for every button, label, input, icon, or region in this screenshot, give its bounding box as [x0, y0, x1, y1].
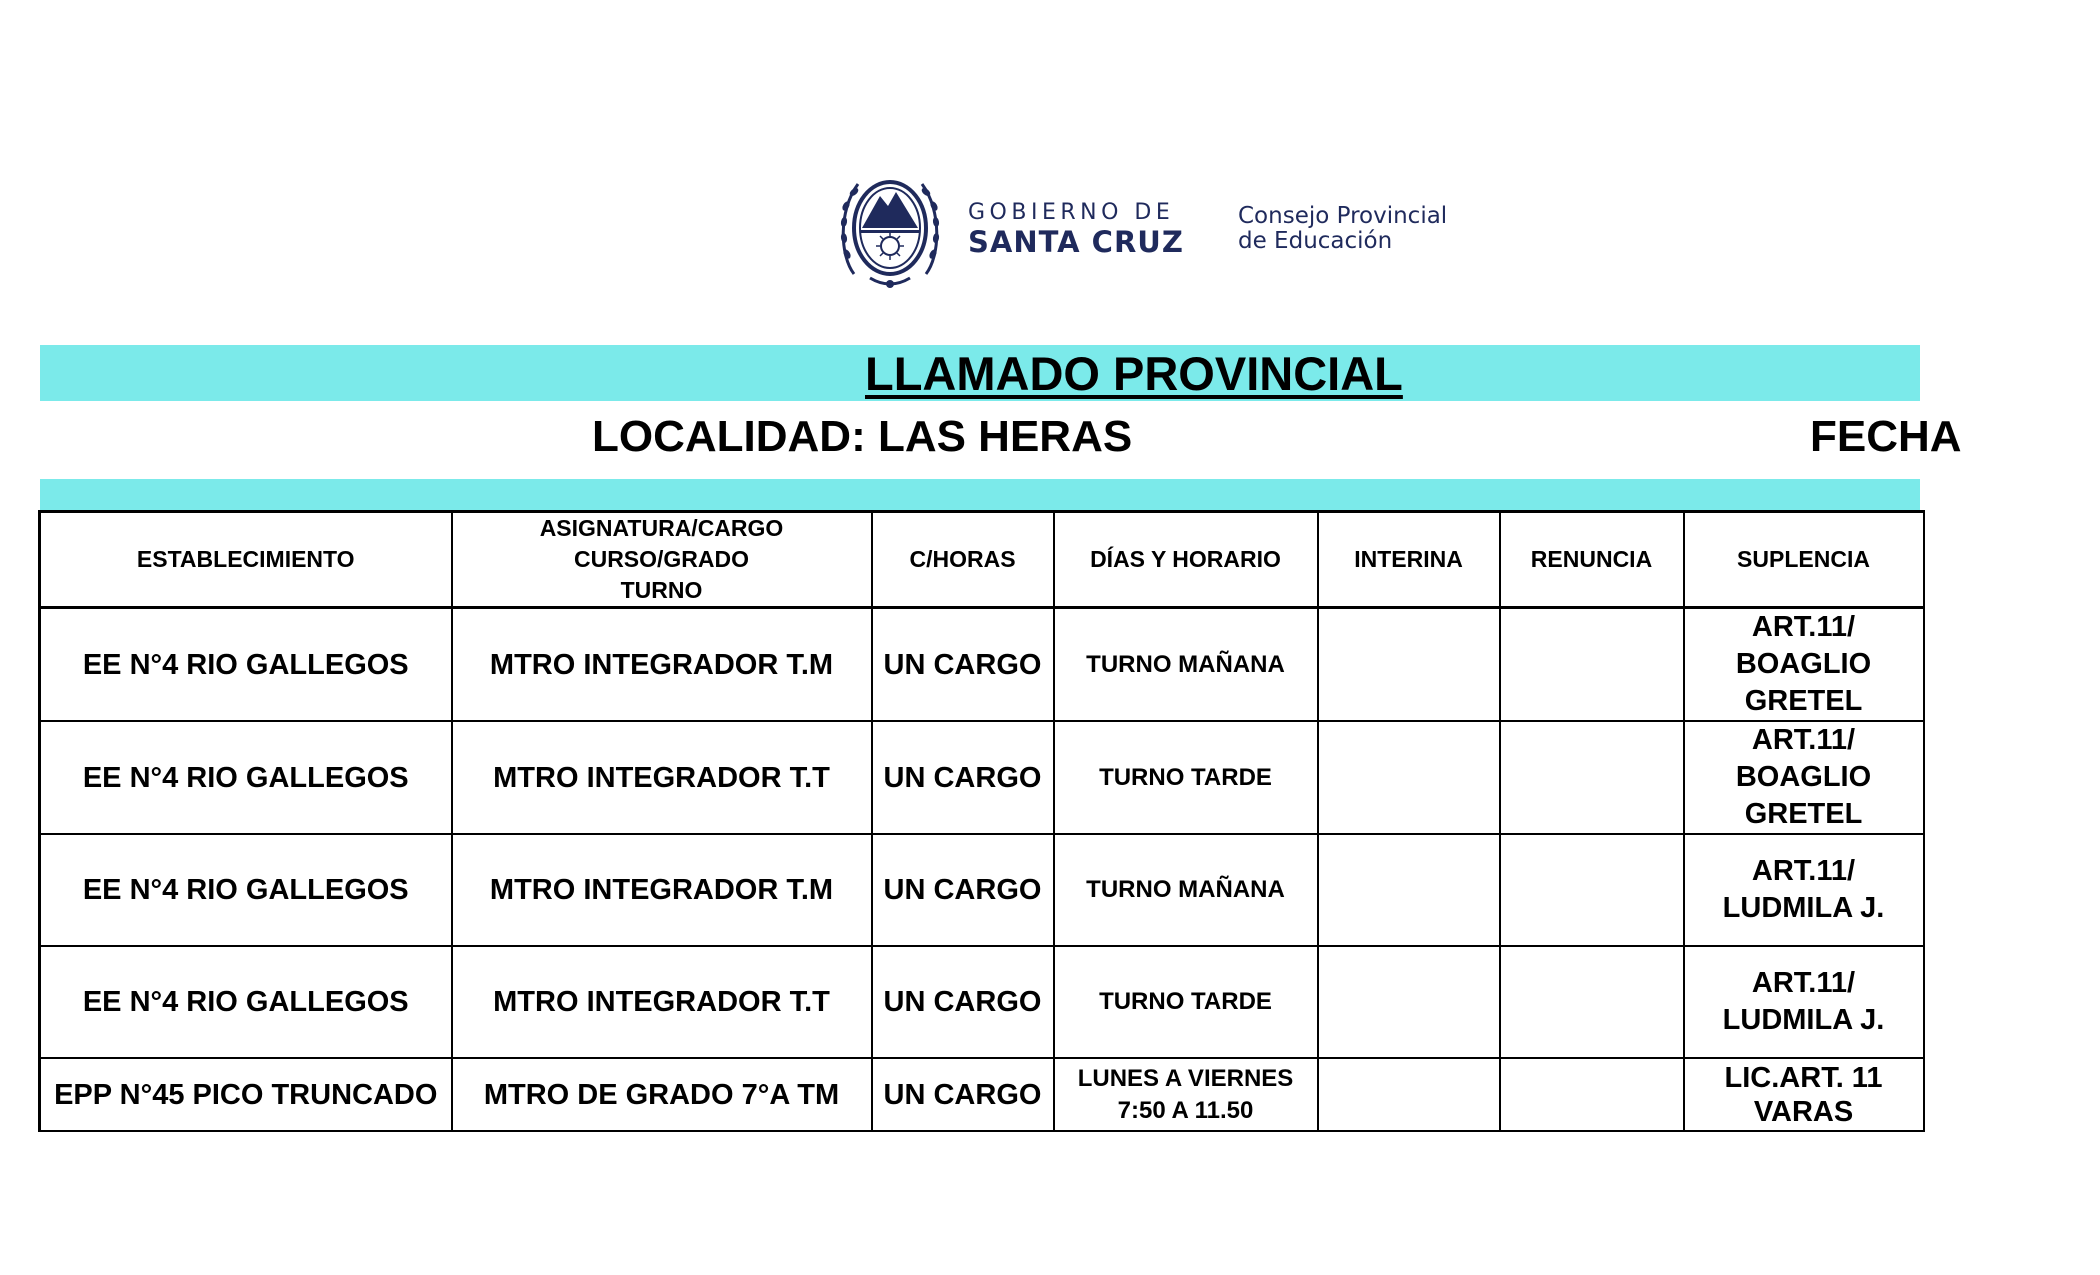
cell-horas: UN CARGO: [872, 946, 1054, 1058]
cell-horas: UN CARGO: [872, 834, 1054, 946]
column-header-suplencia: SUPLENCIA: [1684, 512, 1924, 608]
page-title: LLAMADO PROVINCIAL: [865, 346, 1403, 400]
cell-establecimiento: EE N°4 RIO GALLEGOS: [40, 608, 452, 722]
table-header-row: [40, 512, 1924, 608]
localidad-label: LOCALIDAD: LAS HERAS: [592, 412, 1133, 461]
cell-interina: [1318, 946, 1500, 1058]
santa-cruz-seal-icon: [840, 166, 940, 296]
column-header-establecimiento: ESTABLECIMIENTO: [40, 512, 452, 608]
cell-interina: [1318, 1058, 1500, 1131]
council-line-1: Consejo Provincial: [1238, 203, 1448, 229]
header-logo-block: [840, 166, 1480, 296]
cell-asignatura: MTRO INTEGRADOR T.T: [452, 721, 872, 834]
table-row: [40, 608, 1924, 722]
cell-dias: TURNO TARDE: [1054, 946, 1318, 1058]
cell-horas: UN CARGO: [872, 721, 1054, 834]
cell-suplencia: [1684, 834, 1924, 946]
government-line-2: SANTA CRUZ: [968, 225, 1184, 259]
cell-interina: [1318, 721, 1500, 834]
cell-establecimiento: EE N°4 RIO GALLEGOS: [40, 946, 452, 1058]
cell-horas: UN CARGO: [872, 1058, 1054, 1131]
government-wordmark: [968, 202, 1184, 257]
cell-dias: TURNO MAÑANA: [1054, 608, 1318, 722]
table-row: [40, 834, 1924, 946]
column-header-horas: C/HORAS: [872, 512, 1054, 608]
column-header-interina: INTERINA: [1318, 512, 1500, 608]
cell-asignatura: MTRO INTEGRADOR T.T: [452, 946, 872, 1058]
vacancies-table-wrap: [38, 510, 1922, 1132]
fecha-label: FECHA: [1810, 412, 1962, 461]
cell-suplencia-text: ART.11/ LUDMILA J.: [1722, 855, 1885, 924]
cell-suplencia-text: ART.11/ BOAGLIO GRETEL: [1735, 611, 1872, 717]
column-header-asignatura: [452, 512, 872, 608]
cell-dias: TURNO TARDE: [1054, 721, 1318, 834]
cell-renuncia: [1500, 608, 1684, 722]
cell-dias: TURNO MAÑANA: [1054, 834, 1318, 946]
table-row: [40, 1058, 1924, 1131]
cell-suplencia: [1684, 721, 1924, 834]
cell-establecimiento: EPP N°45 PICO TRUNCADO: [40, 1058, 452, 1131]
column-header-dias: DÍAS Y HORARIO: [1054, 512, 1318, 608]
cell-renuncia: [1500, 1058, 1684, 1131]
council-wordmark: [1238, 204, 1447, 254]
cell-asignatura: MTRO DE GRADO 7°A TM: [452, 1058, 872, 1131]
cell-interina: [1318, 834, 1500, 946]
cell-suplencia-text: ART.11/ LUDMILA J.: [1722, 967, 1885, 1036]
cell-asignatura: MTRO INTEGRADOR T.M: [452, 608, 872, 722]
cell-suplencia-text: ART.11/ BOAGLIO GRETEL: [1735, 724, 1872, 830]
cell-dias-text: LUNES A VIERNES 7:50 A 11.50: [1077, 1064, 1294, 1124]
cell-suplencia: [1684, 608, 1924, 722]
cell-suplencia-text: LIC.ART. 11 VARAS: [1724, 1061, 1883, 1128]
council-line-2: de Educación: [1238, 228, 1393, 254]
separator-band: [40, 479, 1920, 510]
cell-dias: [1054, 1058, 1318, 1131]
cell-renuncia: [1500, 834, 1684, 946]
cell-renuncia: [1500, 721, 1684, 834]
cell-suplencia: [1684, 1058, 1924, 1131]
table-row: [40, 946, 1924, 1058]
government-line-1: GOBIERNO DE: [968, 200, 1175, 225]
cell-horas: UN CARGO: [872, 608, 1054, 722]
title-band: [40, 345, 1920, 401]
vacancies-table: [38, 510, 1925, 1132]
cell-suplencia: [1684, 946, 1924, 1058]
cell-asignatura: MTRO INTEGRADOR T.M: [452, 834, 872, 946]
table-row: [40, 721, 1924, 834]
cell-establecimiento: EE N°4 RIO GALLEGOS: [40, 834, 452, 946]
column-header-asignatura-text: ASIGNATURA/CARGO CURSO/GRADO TURNO: [539, 515, 784, 603]
cell-establecimiento: EE N°4 RIO GALLEGOS: [40, 721, 452, 834]
column-header-renuncia: RENUNCIA: [1500, 512, 1684, 608]
cell-interina: [1318, 608, 1500, 722]
cell-renuncia: [1500, 946, 1684, 1058]
